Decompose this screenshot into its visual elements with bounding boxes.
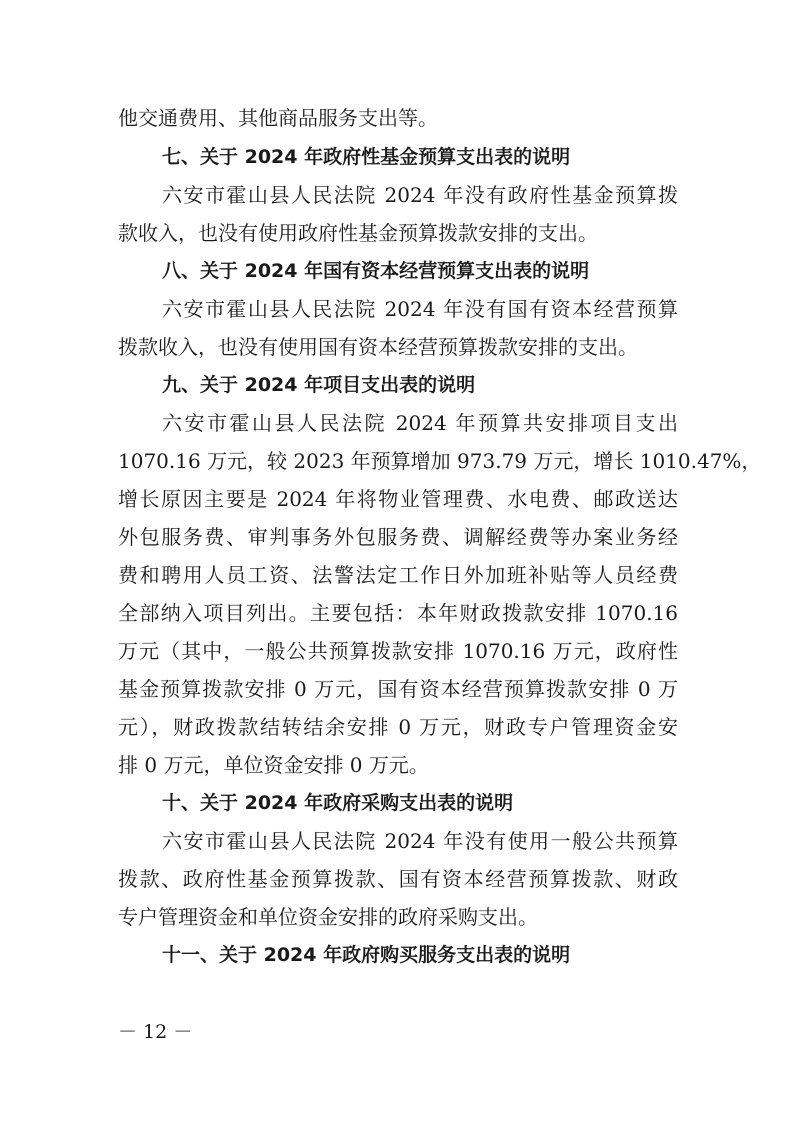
paragraph-line: 元），财政拨款结转结余安排 0 万元，财政专户管理资金安 bbox=[118, 715, 678, 739]
section-heading-10: 十、关于 2024 年政府采购支出表的说明 bbox=[162, 792, 514, 814]
page-number: － 12 － bbox=[118, 1021, 193, 1043]
paragraph-line: 专户管理资金和单位资金安排的政府采购支出。 bbox=[118, 905, 538, 929]
paragraph-line: 他交通费用、其他商品服务支出等。 bbox=[118, 106, 438, 130]
paragraph-line: 排 0 万元，单位资金安排 0 万元。 bbox=[118, 753, 429, 777]
section-heading-8: 八、关于 2024 年国有资本经营预算支出表的说明 bbox=[162, 260, 590, 282]
paragraph-line: 六安市霍山县人民法院 2024 年预算共安排项目支出 bbox=[162, 411, 678, 435]
paragraph-line: 款收入，也没有使用政府性基金预算拨款安排的支出。 bbox=[118, 221, 598, 245]
paragraph-line: 全部纳入项目列出。主要包括：本年财政拨款安排 1070.16 bbox=[118, 601, 678, 625]
paragraph-line: 费和聘用人员工资、法警法定工作日外加班补贴等人员经费 bbox=[118, 563, 678, 587]
section-heading-7: 七、关于 2024 年政府性基金预算支出表的说明 bbox=[162, 146, 571, 168]
section-heading-11: 十一、关于 2024 年政府购买服务支出表的说明 bbox=[162, 944, 571, 966]
paragraph-line: 拨款收入，也没有使用国有资本经营预算拨款安排的支出。 bbox=[118, 335, 638, 359]
paragraph-line: 万元（其中，一般公共预算拨款安排 1070.16 万元，政府性 bbox=[118, 639, 678, 663]
paragraph-line: 拨款、政府性基金预算拨款、国有资本经营预算拨款、财政 bbox=[118, 867, 678, 891]
paragraph-line: 六安市霍山县人民法院 2024 年没有使用一般公共预算 bbox=[162, 829, 678, 853]
paragraph-line: 基金预算拨款安排 0 万元，国有资本经营预算拨款安排 0 万 bbox=[118, 677, 678, 701]
paragraph-line: 六安市霍山县人民法院 2024 年没有政府性基金预算拨 bbox=[162, 183, 678, 207]
paragraph-line: 1070.16 万元，较 2023 年预算增加 973.79 万元，增长 1010.47%， bbox=[118, 449, 762, 473]
paragraph-line: 外包服务费、审判事务外包服务费、调解经费等办案业务经 bbox=[118, 525, 678, 549]
paragraph-line: 六安市霍山县人民法院 2024 年没有国有资本经营预算 bbox=[162, 297, 678, 321]
section-heading-9: 九、关于 2024 年项目支出表的说明 bbox=[162, 374, 476, 396]
paragraph-line: 增长原因主要是 2024 年将物业管理费、水电费、邮政送达 bbox=[118, 487, 678, 511]
